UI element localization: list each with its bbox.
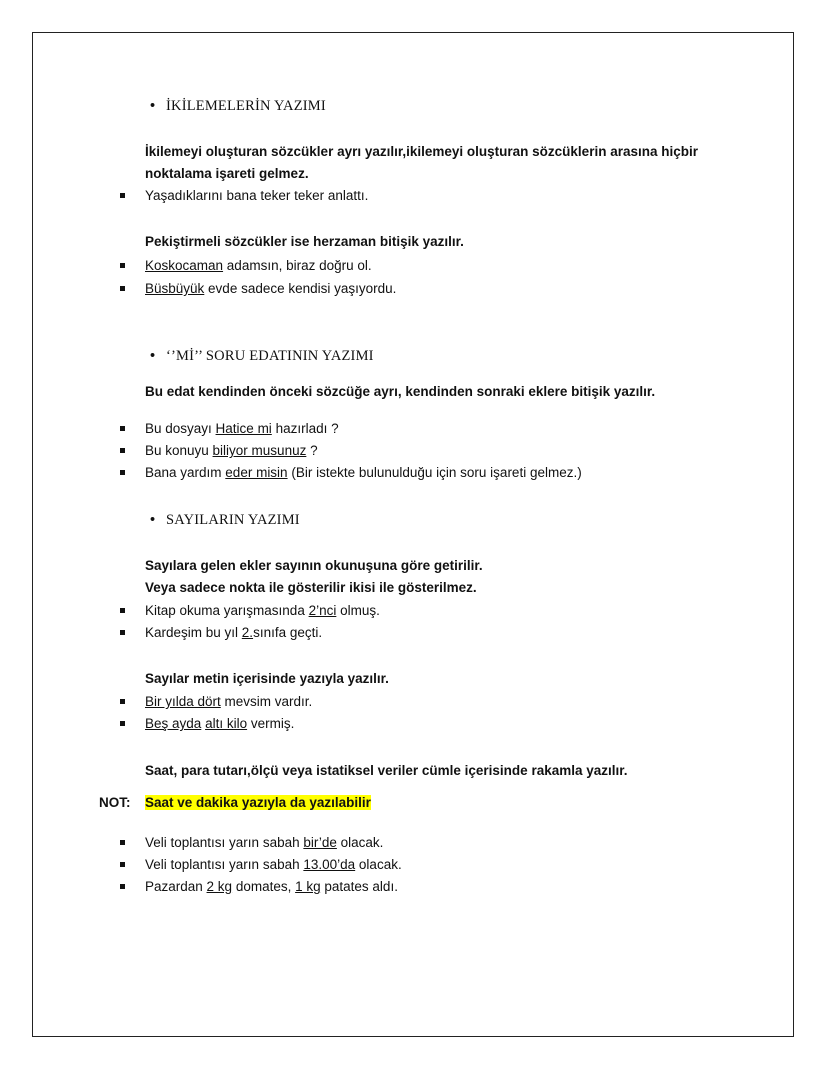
square-bullet-icon — [120, 470, 125, 475]
list-item: Bana yardım eder misin (Bir istekte bulunulduğu için soru işareti gelmez.) — [145, 465, 582, 480]
rule-pekistirme: Pekiştirmeli sözcükler ise herzaman bitişik yazılır. — [145, 234, 464, 249]
list-item: Bu dosyayı Hatice mi hazırladı ? — [145, 421, 339, 436]
list-item: Koskocaman adamsın, biraz doğru ol. — [145, 258, 372, 273]
list-item: Kitap okuma yarışmasında 2’nci olmuş. — [145, 603, 380, 618]
rule-sayilar-rakamla: Saat, para tutarı,ölçü veya istatiksel veriler cümle içerisinde rakamla yazılır. — [145, 763, 628, 778]
list-item: Büsbüyük evde sadece kendisi yaşıyordu. — [145, 281, 396, 296]
square-bullet-icon — [120, 193, 125, 198]
list-item: Pazardan 2 kg domates, 1 kg patates aldı. — [145, 879, 398, 894]
square-bullet-icon — [120, 630, 125, 635]
square-bullet-icon — [120, 884, 125, 889]
heading-mi-edati: • ‘’Mİ’’ SORU EDATININ YAZIMI — [150, 348, 374, 364]
list-item: Veli toplantısı yarın sabah bir’de olacak. — [145, 835, 383, 850]
list-item: Kardeşim bu yıl 2.sınıfa geçti. — [145, 625, 322, 640]
list-item: Bir yılda dört mevsim vardır. — [145, 694, 312, 709]
rule-mi-edati: Bu edat kendinden önceki sözcüğe ayrı, kendinden sonraki eklere bitişik yazılır. — [145, 384, 656, 399]
square-bullet-icon — [120, 608, 125, 613]
square-bullet-icon — [120, 448, 125, 453]
note-label: NOT: — [99, 795, 131, 810]
list-item: Veli toplantısı yarın sabah 13.00’da olacak. — [145, 857, 402, 872]
list-item: Yaşadıklarını bana teker teker anlattı. — [145, 188, 368, 203]
bullet-dot-icon: • — [150, 98, 156, 114]
list-item: Bu konuyu biliyor musunuz ? — [145, 443, 318, 458]
rule-sayilar-yaziyla: Sayılar metin içerisinde yazıyla yazılır. — [145, 671, 389, 686]
bullet-dot-icon: • — [150, 512, 156, 528]
square-bullet-icon — [120, 840, 125, 845]
heading-sayilar: • SAYILARIN YAZIMI — [150, 512, 300, 528]
note-text: Saat ve dakika yazıyla da yazılabilir — [145, 795, 371, 810]
rule-ikileme-1: İkilemeyi oluşturan sözcükler ayrı yazılır,ikilemeyi oluşturan sözcüklerin arasına hiçbir noktalama işareti gelmez. — [145, 144, 698, 181]
rule-sayilar-ekler: Sayılara gelen ekler sayının okunuşuna göre getirilir. Veya sadece nokta ile gösterilir ikisi ile gösterilmez. — [145, 558, 483, 595]
square-bullet-icon — [120, 721, 125, 726]
square-bullet-icon — [120, 699, 125, 704]
square-bullet-icon — [120, 263, 125, 268]
square-bullet-icon — [120, 286, 125, 291]
square-bullet-icon — [120, 426, 125, 431]
heading-ikilemeler: • İKİLEMELERİN YAZIMI — [150, 98, 326, 114]
list-item: Beş ayda altı kilo vermiş. — [145, 716, 294, 731]
bullet-dot-icon: • — [150, 348, 156, 364]
square-bullet-icon — [120, 862, 125, 867]
